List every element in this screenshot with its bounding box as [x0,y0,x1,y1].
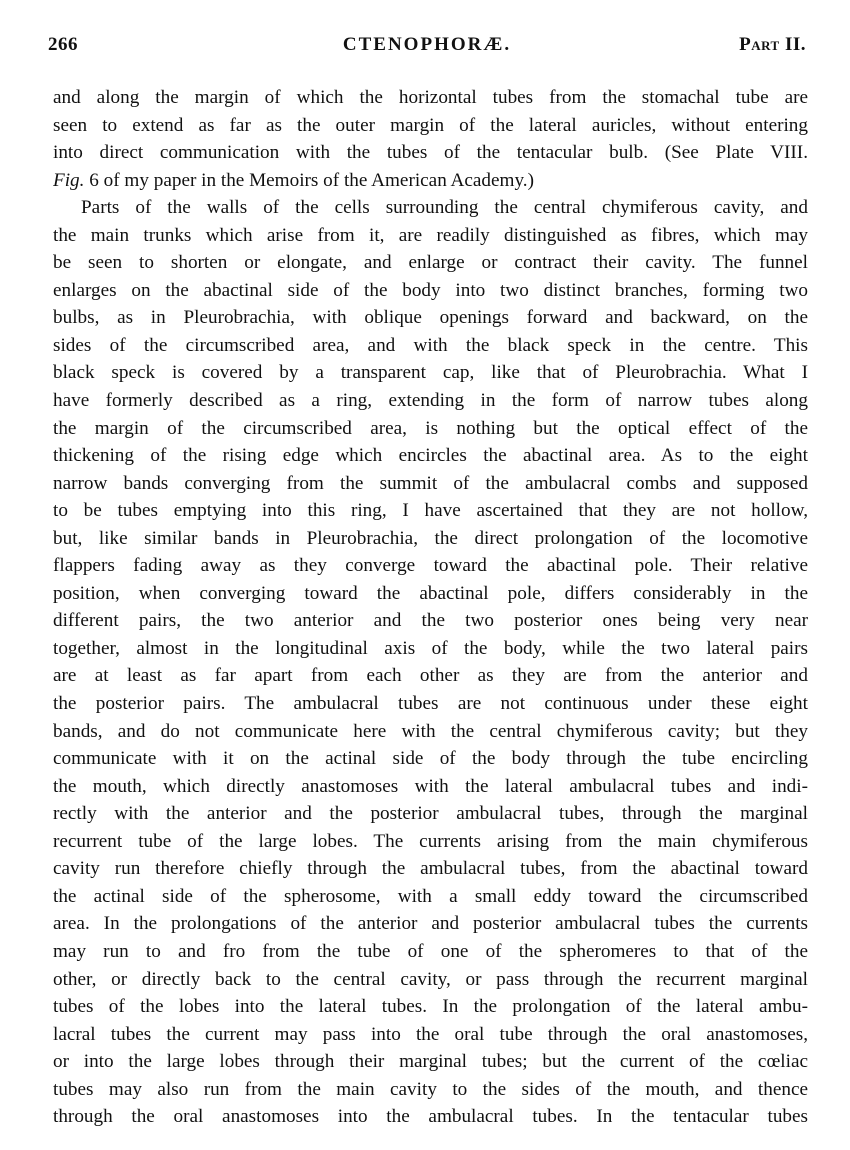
text-line: rectly with the anterior and the posterior ambulacral tubes, through the marginal [53,803,808,825]
text-line: position, when converging toward the abactinal pole, differs considerably in the [53,582,808,604]
part-label: Part II. [739,34,806,55]
text-line: Parts of the walls of the cells surrounding the central chymiferous cavity, and [81,197,808,219]
text-line: and along the margin of which the horizontal tubes from the stomachal tube are [53,87,808,108]
text-line: the posterior pairs. The ambulacral tubes are not continuous under these eight [53,693,808,715]
running-title: CTENOPHORÆ. [342,34,512,55]
text-line: have formerly described as a ring, extending in the form of narrow tubes along [53,390,808,412]
text-line: tubes of the lobes into the lateral tubes. In the prolongation of the lateral ambu- [53,996,808,1018]
text-line: the main trunks which arise from it, are readily distinguished as fibres, which may [53,224,808,246]
text-line: the mouth, which directly anastomoses with the lateral ambulacral tubes and indi- [53,775,808,797]
figure-reference: Fig. [53,169,85,191]
text-line: other, or directly back to the central cavity, or pass through the recurrent marginal [53,968,808,990]
text-line: together, almost in the longitudinal axis of the body, while the two lateral pairs [53,637,808,659]
text-line: sides of the circumscribed area, and with the black speck in the centre. This [53,334,808,356]
text-line: through the oral anastomoses into the ambulacral tubes. In the tentacular tubes [53,1106,808,1128]
text-line: seen to extend as far as the outer margin of the lateral auricles, without entering [53,114,808,136]
text-line: bands, and do not communicate here with the central chymiferous cavity; but they [53,720,808,742]
page-number: 266 [48,34,78,55]
text-line: into direct communication with the tubes of the tentacular bulb. (See Plate VIII. [53,142,808,164]
text-line: black speck is covered by a transparent cap, like that of Pleurobrachia. What I [53,362,808,384]
text-line: cavity run therefore chiefly through the ambulacral tubes, from the abactinal toward [53,858,808,880]
text-line: the actinal side of the spherosome, with a small eddy toward the circumscribed [53,885,808,907]
text-line: Fig. 6 of my paper in the Memoirs of the American Academy.) [53,169,534,191]
text-line: recurrent tube of the large lobes. The currents arising from the main chymiferous [53,830,808,852]
text-line: lacral tubes the current may pass into the oral tube through the oral anastomoses, [53,1023,808,1045]
text-line: bulbs, as in Pleurobrachia, with oblique openings forward and backward, on the [53,307,808,329]
text-line: communicate with it on the actinal side of the body through the tube encircling [53,748,808,770]
text-line: may run to and fro from the tube of one of the spheromeres to that of the [53,940,808,962]
text-line: enlarges on the abactinal side of the body into two distinct branches, forming two [53,279,808,301]
text-line: area. In the prolongations of the anterior and posterior ambulacral tubes the currents [53,913,808,935]
text-line: flappers fading away as they converge toward the abactinal pole. Their relative [53,555,808,577]
text-line: to be tubes emptying into this ring, I have ascertained that they are not hollow, [53,500,808,522]
text-line: the margin of the circumscribed area, is nothing but the optical effect of the [53,417,808,439]
text-line: be seen to shorten or elongate, and enlarge or contract their cavity. The funnel [53,252,808,274]
text-line: different pairs, the two anterior and the two posterior ones being very near [53,610,808,632]
text-line: or into the large lobes through their marginal tubes; but the current of the cœliac [53,1051,808,1073]
text-line: tubes may also run from the main cavity to the sides of the mouth, and thence [53,1078,808,1100]
body-text [53,84,808,1131]
running-head [48,34,806,60]
text-line: are at least as far apart from each other as they are from the anterior and [53,665,808,687]
text-line: but, like similar bands in Pleurobrachia, the direct prolongation of the locomotive [53,527,808,549]
text-line: thickening of the rising edge which encircles the abactinal area. As to the eight [53,445,808,467]
text-line: narrow bands converging from the summit of the ambulacral combs and supposed [53,472,808,494]
